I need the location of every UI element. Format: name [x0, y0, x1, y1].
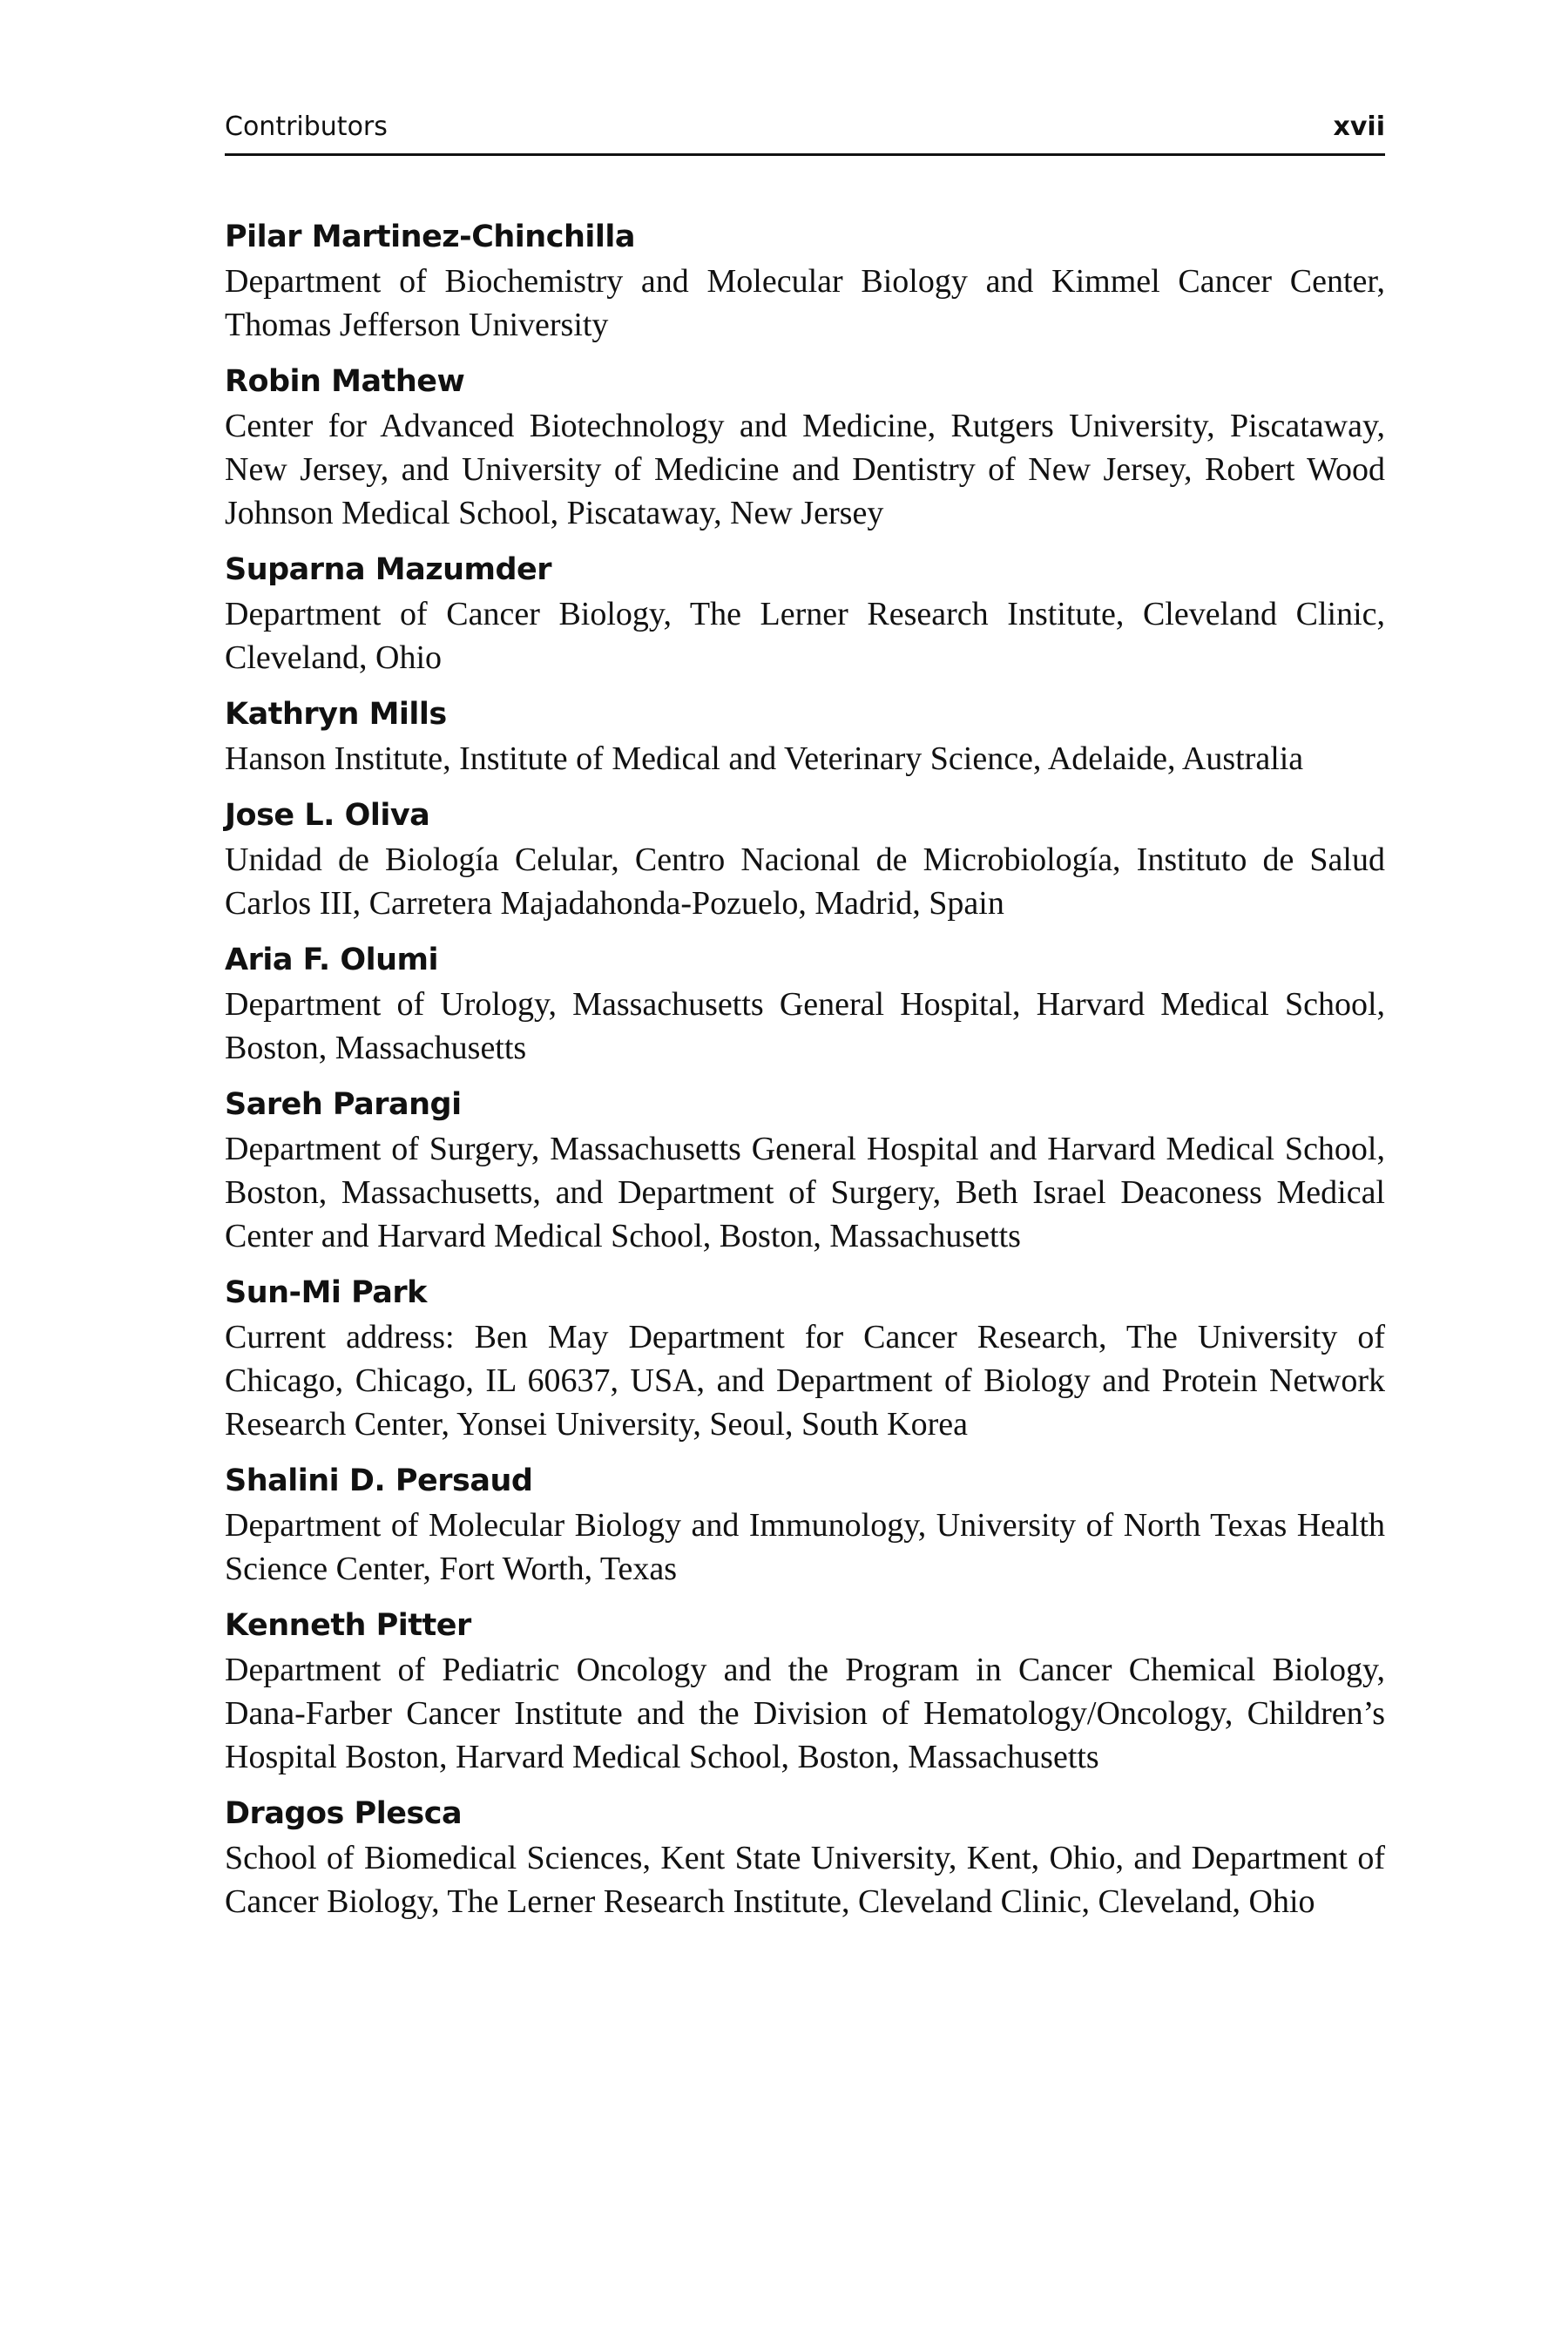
contributor-affiliation: Current address: Ben May Department for Cancer Research, The University of Chicago, Chicago, IL 60637, USA, and Department of Biology and Protein Network Research Center, Yonsei University, Seoul, South Korea: [225, 1319, 1385, 1443]
contributor-name: Shalini D. Persaud: [225, 1463, 533, 1498]
contributor-affiliation: Department of Cancer Biology, The Lerner Research Institute, Cleveland Clinic, Cleveland, Ohio: [225, 596, 1385, 676]
contributor-name: Sun-Mi Park: [225, 1275, 427, 1310]
contributor-entry: [225, 796, 1385, 925]
contributor-name: Aria F. Olumi: [225, 943, 439, 977]
contributor-entry: [225, 695, 1385, 781]
contributor-affiliation: Department of Surgery, Massachusetts General Hospital and Harvard Medical School, Boston, Massachusetts, and Department of Surgery, Beth Israel Deaconess Medical Center and Harvard Medical School, Boston, Massachusetts: [225, 1131, 1385, 1254]
contributor-affiliation: Department of Urology, Massachusetts General Hospital, Harvard Medical School, Boston, Massachusetts: [225, 986, 1385, 1066]
contributor-entry: [225, 1085, 1385, 1258]
contributor-entry: [225, 1274, 1385, 1446]
contributor-name: Suparna Mazumder: [225, 552, 552, 587]
contributor-affiliation: Department of Molecular Biology and Immunology, University of North Texas Health Science Center, Fort Worth, Texas: [225, 1507, 1385, 1587]
contributor-affiliation: Department of Pediatric Oncology and the Program in Cancer Chemical Biology, Dana-Farber Cancer Institute and the Division of Hematology/Oncology, Children’s Hospital Boston, Harvard Medical School, Boston, Massachusetts: [225, 1652, 1385, 1775]
contributor-entry: [225, 1606, 1385, 1779]
contributor-entry: [225, 1794, 1385, 1923]
contributor-name: Jose L. Oliva: [225, 798, 430, 833]
contributor-name: Sareh Parangi: [225, 1087, 462, 1122]
contributor-name: Pilar Martinez-Chinchilla: [225, 220, 635, 254]
section-title: Contributors: [225, 112, 388, 142]
contributor-entry: [225, 218, 1385, 347]
contributor-list: [225, 218, 1385, 1939]
contributor-affiliation: Hanson Institute, Institute of Medical and Veterinary Science, Adelaide, Australia: [225, 740, 1304, 777]
contributor-name: Robin Mathew: [225, 364, 465, 399]
contributor-entry: [225, 362, 1385, 535]
running-head: [225, 108, 1385, 156]
contributor-entry: [225, 551, 1385, 679]
contributor-affiliation: School of Biomedical Sciences, Kent State University, Kent, Ohio, and Department of Cancer Biology, The Lerner Research Institute, Cleveland Clinic, Cleveland, Ohio: [225, 1840, 1385, 1920]
contributor-affiliation: Unidad de Biología Celular, Centro Nacional de Microbiología, Instituto de Salud Carlos III, Carretera Majadahonda-Pozuelo, Madrid, Spain: [225, 841, 1385, 922]
contributor-name: Dragos Plesca: [225, 1796, 463, 1831]
contributor-name: Kathryn Mills: [225, 697, 447, 732]
contributor-entry: [225, 1462, 1385, 1591]
page-number: xvii: [1333, 112, 1385, 142]
contributor-affiliation: Department of Biochemistry and Molecular Biology and Kimmel Cancer Center, Thomas Jefferson University: [225, 263, 1385, 343]
contributor-entry: [225, 941, 1385, 1070]
contributor-name: Kenneth Pitter: [225, 1608, 471, 1643]
contributor-affiliation: Center for Advanced Biotechnology and Medicine, Rutgers University, Piscataway, New Jersey, and University of Medicine and Dentistry of New Jersey, Robert Wood Johnson Medical School, Piscataway, New Jersey: [225, 408, 1385, 531]
